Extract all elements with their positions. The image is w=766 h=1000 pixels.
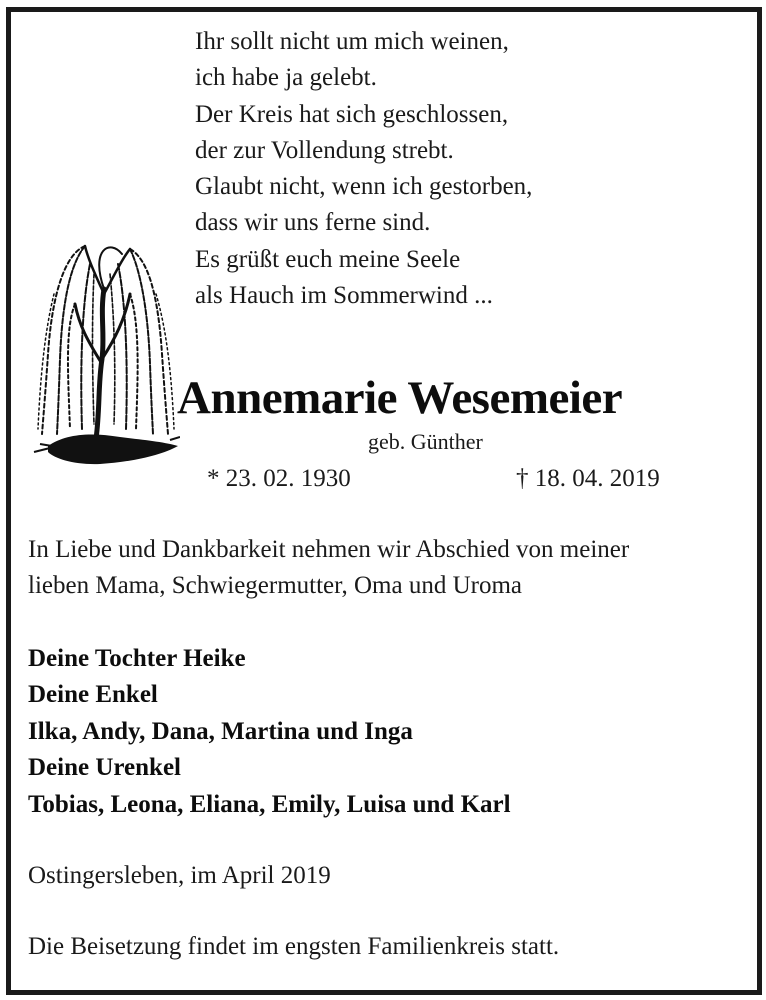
poem-line: Der Kreis hat sich geschlossen, bbox=[195, 100, 509, 128]
poem-line: ich habe ja gelebt. bbox=[195, 64, 377, 92]
maiden-name: geb. Günther bbox=[368, 429, 483, 454]
death-date: † 18. 04. 2019 bbox=[516, 465, 660, 492]
poem-line: der zur Vollendung strebt. bbox=[195, 136, 454, 164]
mourner-line: Deine Enkel bbox=[28, 681, 158, 709]
poem-line: als Hauch im Sommerwind ... bbox=[195, 282, 493, 310]
mourner-line: Deine Urenkel bbox=[28, 754, 181, 782]
mourner-line: Tobias, Leona, Eliana, Emily, Luisa und Karl bbox=[28, 790, 511, 818]
poem-line: Es grüßt euch meine Seele bbox=[195, 245, 461, 273]
farewell-line: In Liebe und Dankbarkeit nehmen wir Abschied von meiner bbox=[28, 536, 630, 563]
mourner-line: Ilka, Andy, Dana, Martina und Inga bbox=[28, 717, 413, 745]
mourner-line: Deine Tochter Heike bbox=[28, 645, 246, 672]
funeral-note: Die Beisetzung findet im engsten Familienkreis statt. bbox=[28, 933, 560, 960]
poem-line: dass wir uns ferne sind. bbox=[195, 209, 431, 237]
poem bbox=[195, 24, 532, 314]
poem-line: Glaubt nicht, wenn ich gestorben, bbox=[195, 173, 533, 201]
poem-line: Ihr sollt nicht um mich weinen, bbox=[195, 28, 509, 55]
farewell-line: lieben Mama, Schwiegermutter, Oma und Uroma bbox=[28, 572, 522, 599]
deceased-name: Annemarie Wesemeier bbox=[177, 372, 623, 424]
birth-date: * 23. 02. 1930 bbox=[207, 465, 351, 492]
weeping-willow-icon bbox=[30, 234, 180, 466]
place-and-date: Ostingersleben, im April 2019 bbox=[28, 862, 331, 889]
farewell-message bbox=[28, 532, 629, 604]
mourners-list bbox=[28, 641, 511, 823]
